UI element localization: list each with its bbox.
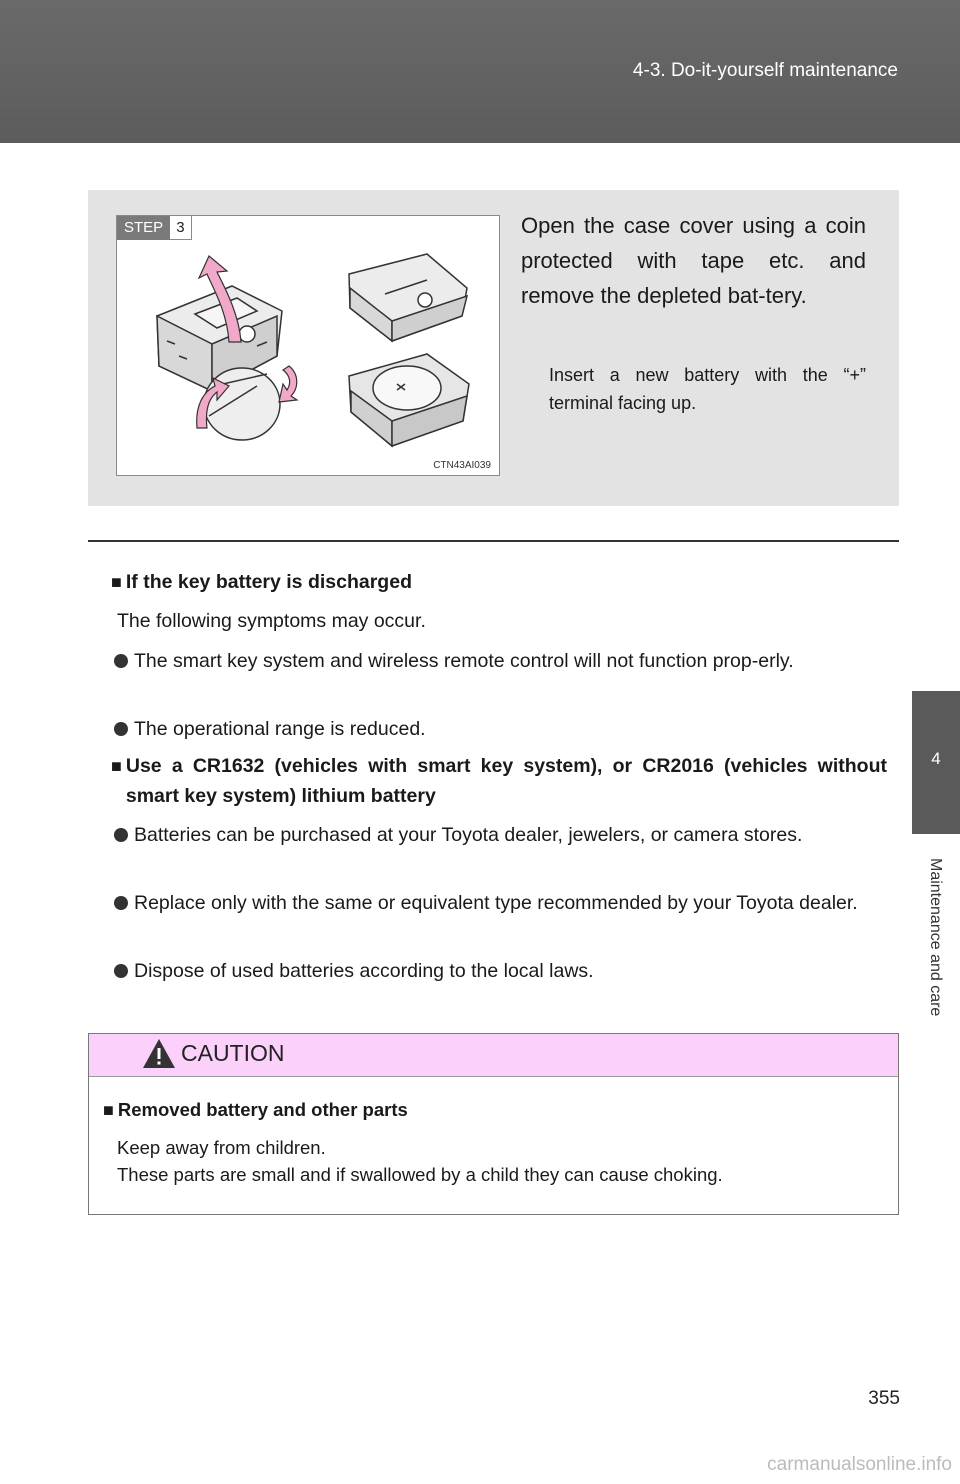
caution-heading-text: Removed battery and other parts [117,1099,408,1120]
warning-triangle-icon [141,1037,177,1071]
step-badge-label: STEP [117,216,170,240]
square-bullet-icon: ■ [103,1100,114,1120]
step-note: Insert a new battery with the “+” terminal facing up. [549,365,866,413]
figure-code: CTN43AI039 [433,460,491,471]
caution-label: CAUTION [181,1040,285,1066]
bullet-text: Replace only with the same or equivalent type recommended by your Toyota dealer. [134,892,858,914]
bullet-item [114,888,884,918]
step-illustration [116,215,500,476]
bullet-item [114,820,884,850]
watermark: carmanualsonline.info [767,1454,952,1475]
note-heading-2 [111,751,887,811]
step-badge [117,216,192,240]
caution-heading [103,1096,408,1124]
section-title: 4-3. Do-it-yourself maintenance [632,60,898,81]
section-divider [88,540,899,542]
caution-header [89,1034,898,1077]
note-heading-1 [111,567,412,597]
bullet-text: Batteries can be purchased at your Toyota dealer, jewelers, or camera stores. [134,824,803,846]
caution-line-1: Keep away from children. [117,1137,326,1158]
bullet-dot-icon [114,722,128,736]
caution-box [88,1033,899,1215]
chapter-number: 4 [931,749,941,768]
step-badge-number: 3 [170,216,191,240]
bullet-text: The smart key system and wireless remote control will not function prop-erly. [134,650,794,672]
chapter-label: Maintenance and care [927,858,944,1017]
bullet-dot-icon [114,654,128,668]
page-header [0,0,960,143]
note-heading-1-text: If the key battery is discharged [125,571,412,593]
chapter-tab [912,691,960,834]
key-fob-top-right [349,254,467,341]
note-intro-1: The following symptoms may occur. [117,610,426,632]
key-fob-bottom-right [349,354,469,446]
caution-line-2: These parts are small and if swallowed by a child they can cause choking. [117,1164,723,1185]
bullet-text: Dispose of used batteries according to the local laws. [134,960,594,982]
bullet-item [114,646,884,676]
square-bullet-icon: ■ [111,572,122,592]
bullet-text: The operational range is reduced. [134,718,426,740]
bullet-item [114,956,884,986]
bullet-item [114,714,884,744]
bullet-dot-icon [114,828,128,842]
note-heading-2-text: Use a CR1632 (vehicles with smart key system), or CR2016 (vehicles without smart key system) lithium battery [125,755,887,807]
bullet-dot-icon [114,896,128,910]
square-bullet-icon: ■ [111,756,122,776]
chapter-label-container [912,858,960,1028]
step-instruction: Open the case cover using a coin protected with tape etc. and remove the depleted bat-tery. [521,213,866,308]
bullet-dot-icon [114,964,128,978]
page-number: 355 [868,1388,900,1409]
key-battery-illustration [117,216,499,475]
